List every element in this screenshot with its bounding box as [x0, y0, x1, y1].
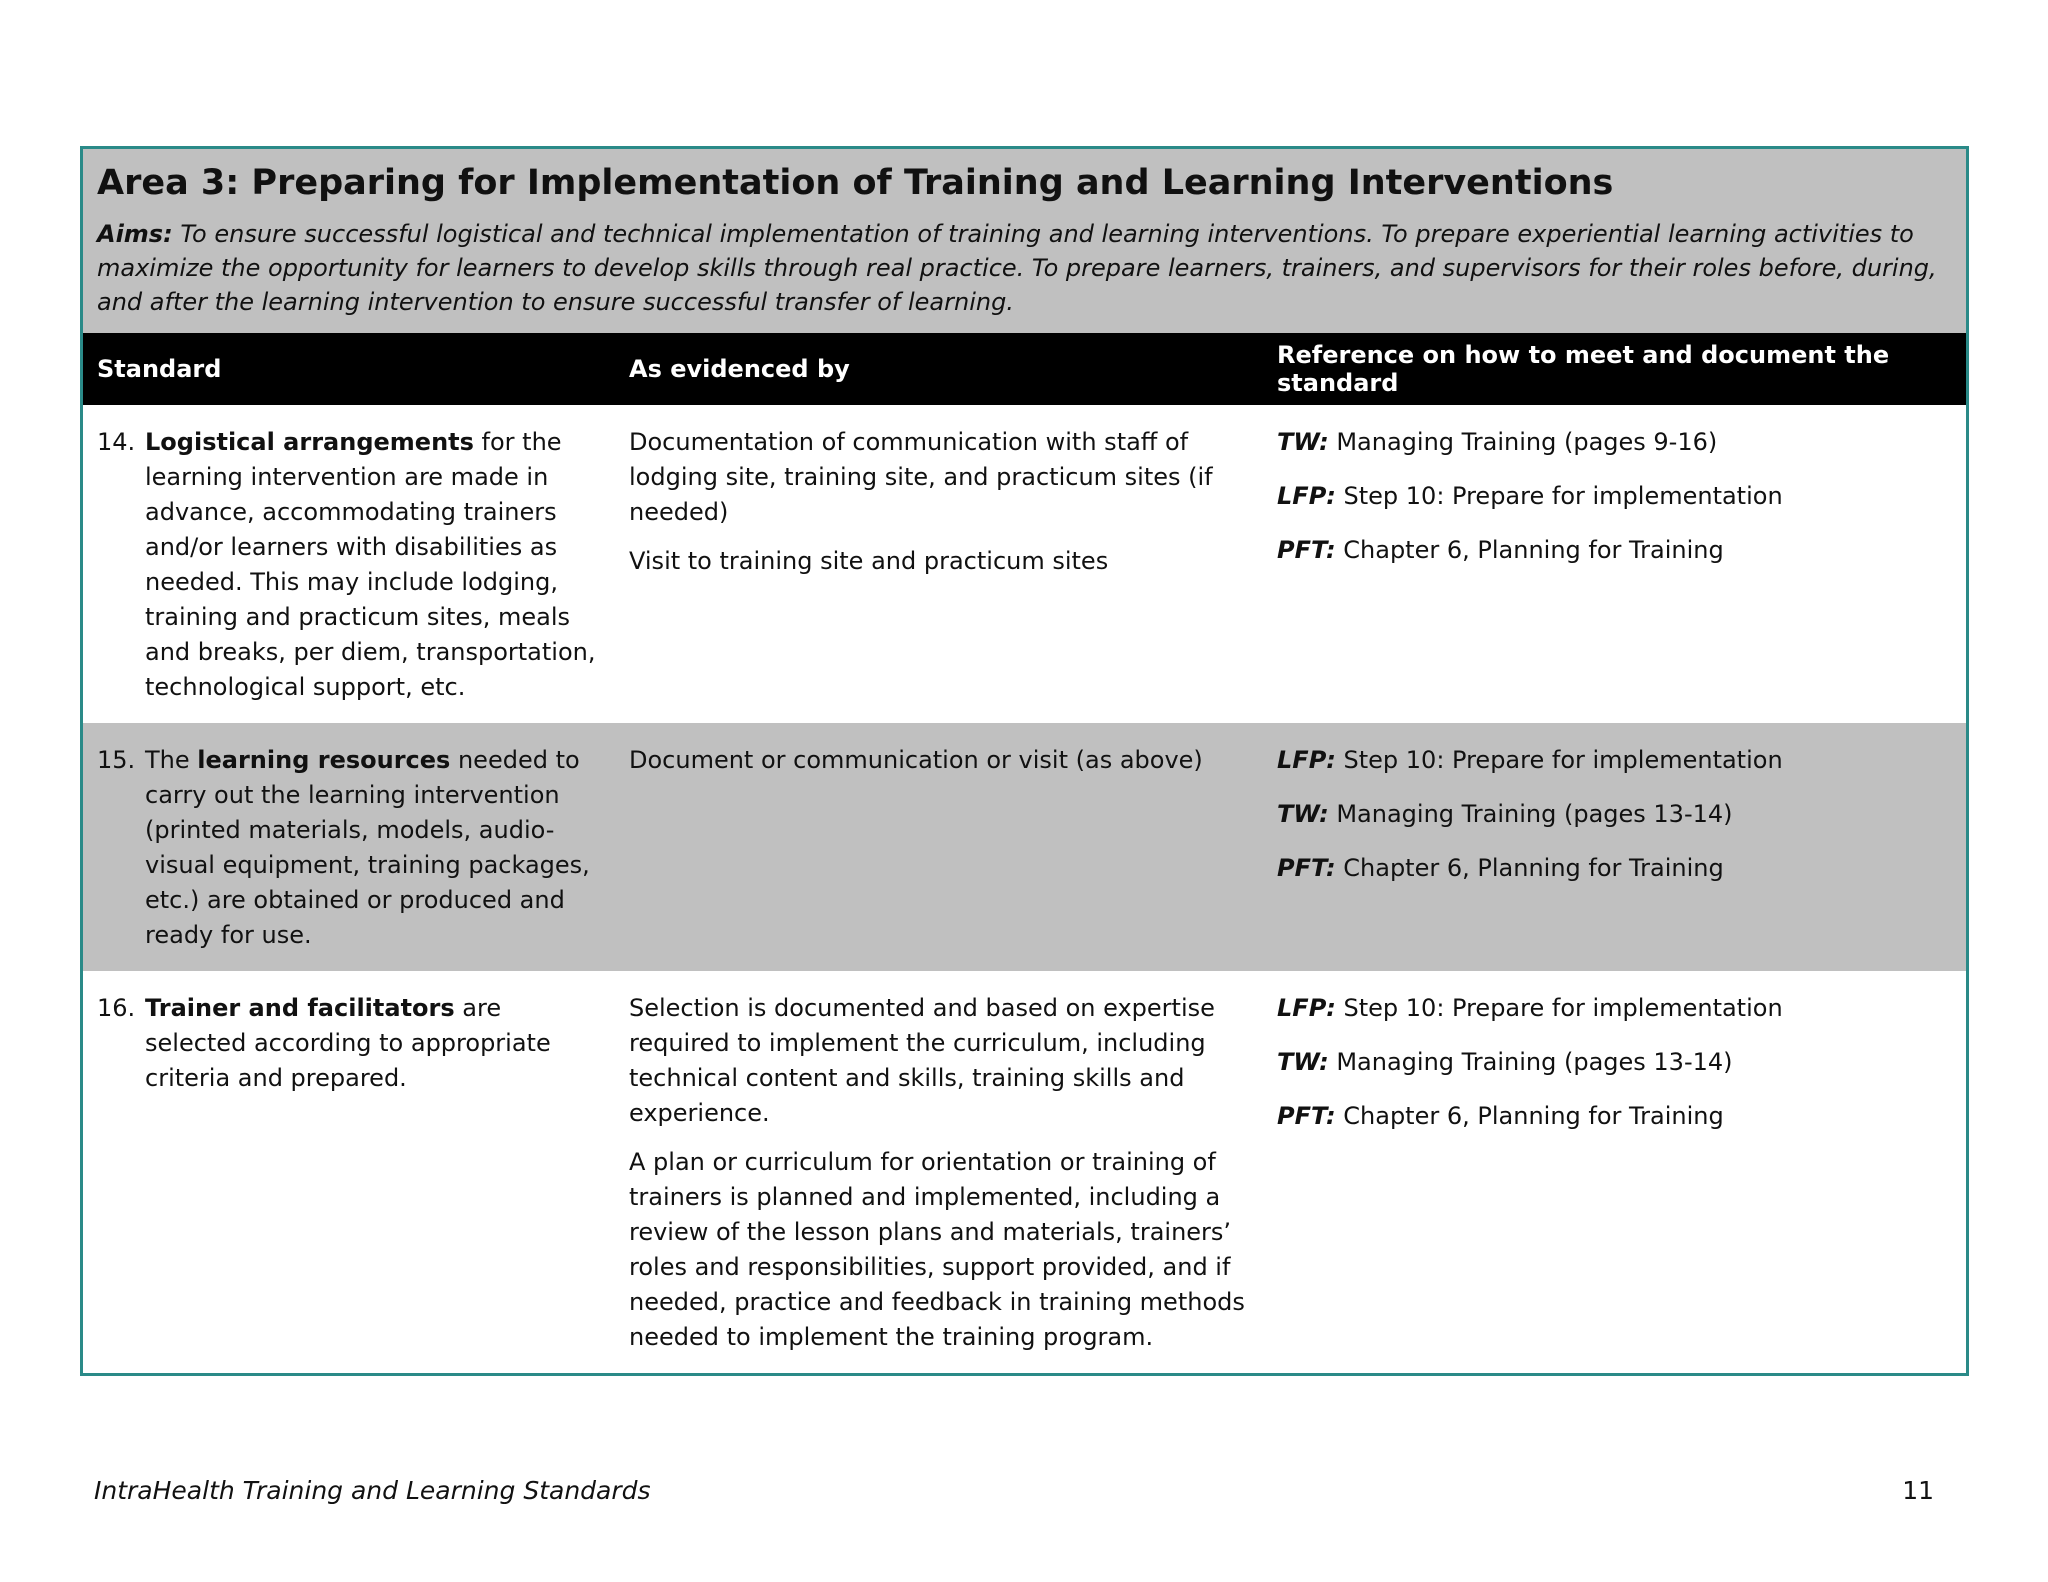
standard-text	[145, 743, 601, 953]
footer-document-title: IntraHealth Training and Learning Standards	[94, 1476, 651, 1505]
reference-cell	[1263, 723, 1966, 971]
standard-text	[145, 991, 601, 1096]
standard-number: 16.	[97, 994, 136, 1022]
reference-text: Step 10: Prepare for implementation	[1335, 482, 1783, 510]
evidence-item: Document or communication or visit (as above)	[629, 746, 1203, 774]
reference-text: Managing Training (pages 13-14)	[1328, 800, 1733, 828]
evidence-item: Visit to training site and practicum sites	[629, 547, 1109, 575]
standard-cell	[83, 405, 615, 723]
reference-text: Chapter 6, Planning for Training	[1335, 1102, 1724, 1130]
reference-text: Managing Training (pages 13-14)	[1328, 1048, 1733, 1076]
standard-cell	[83, 971, 615, 1373]
evidence-cell	[615, 723, 1263, 971]
reference-abbr: TW:	[1277, 428, 1329, 456]
aims-text: To ensure successful logistical and technical implementation of training and learning interventions. To prepare experiential learning activities to maximize the opportunity for learners to develop skills through real practice. To prepare learners, trainers, and supervisors for their roles before, during, and after the learning intervention to ensure successful transfer of learning.	[97, 220, 1937, 316]
reference-item	[1277, 991, 1952, 1026]
reference-cell	[1263, 405, 1966, 723]
reference-item	[1277, 851, 1952, 886]
page-number: 11	[1902, 1476, 1934, 1505]
standard-bold: learning resources	[197, 746, 451, 774]
evidence-item: Documentation of communication with staff of lodging site, training site, and practicum sites (if needed)	[629, 428, 1213, 526]
table-row	[83, 971, 1966, 1373]
area-title: Area 3: Preparing for Implementation of Training and Learning Interventions	[97, 163, 1614, 203]
reference-text: Chapter 6, Planning for Training	[1335, 854, 1724, 882]
reference-text: Step 10: Prepare for implementation	[1335, 994, 1783, 1022]
evidence-item: A plan or curriculum for orientation or training of trainers is planned and implemented, including a review of the lesson plans and materials, trainers’ roles and responsibilities, support provided, and if needed, practice and feedback in training methods needed to implement the training program.	[629, 1148, 1245, 1351]
standard-rest: for the learning intervention are made in advance, accommodating trainers and/or learners with disabilities as needed. This may include lodging, training and practicum sites, meals and breaks, per diem, transportation, technological support, etc.	[145, 428, 596, 701]
standard-number: 15.	[97, 746, 136, 774]
reference-abbr: TW:	[1277, 800, 1329, 828]
aims-paragraph	[97, 217, 1952, 319]
standard-bold: Trainer and facilitators	[145, 994, 455, 1022]
reference-cell	[1263, 971, 1966, 1373]
reference-text: Managing Training (pages 9-16)	[1328, 428, 1718, 456]
table-row	[83, 723, 1966, 971]
standard-text	[145, 425, 601, 705]
header-standard: Standard	[83, 333, 615, 405]
header-reference: Reference on how to meet and document the standard	[1263, 333, 1966, 405]
standard-rest: are selected according to appropriate criteria and prepared.	[145, 994, 551, 1092]
evidence-item: Selection is documented and based on expertise required to implement the curriculum, including technical content and skills, training skills and experience.	[629, 994, 1215, 1127]
evidence-cell	[615, 971, 1263, 1373]
area-header	[83, 149, 1966, 333]
standard-bold: Logistical arrangements	[145, 428, 474, 456]
reference-item	[1277, 533, 1952, 568]
standard-pre: The	[145, 746, 198, 774]
reference-abbr: PFT:	[1277, 536, 1336, 564]
standard-cell	[83, 723, 615, 971]
table-row	[83, 405, 1966, 723]
reference-abbr: LFP:	[1277, 746, 1336, 774]
reference-abbr: LFP:	[1277, 482, 1336, 510]
reference-item	[1277, 425, 1952, 460]
reference-item	[1277, 743, 1952, 778]
reference-abbr: TW:	[1277, 1048, 1329, 1076]
reference-item	[1277, 797, 1952, 832]
reference-item	[1277, 479, 1952, 514]
standards-frame	[80, 146, 1969, 1376]
reference-item	[1277, 1099, 1952, 1134]
reference-item	[1277, 1045, 1952, 1080]
header-evidenced-by: As evidenced by	[615, 333, 1263, 405]
reference-abbr: PFT:	[1277, 854, 1336, 882]
standards-table	[83, 333, 1966, 1373]
evidence-cell	[615, 405, 1263, 723]
reference-abbr: PFT:	[1277, 1102, 1336, 1130]
table-header-row	[83, 333, 1966, 405]
standard-rest: needed to carry out the learning intervention (printed materials, models, audio-visual equipment, training packages, etc.) are obtained or produced and ready for use.	[145, 746, 590, 949]
standard-number: 14.	[97, 428, 136, 456]
aims-label: Aims:	[97, 220, 173, 248]
reference-text: Step 10: Prepare for implementation	[1335, 746, 1783, 774]
reference-abbr: LFP:	[1277, 994, 1336, 1022]
reference-text: Chapter 6, Planning for Training	[1335, 536, 1724, 564]
